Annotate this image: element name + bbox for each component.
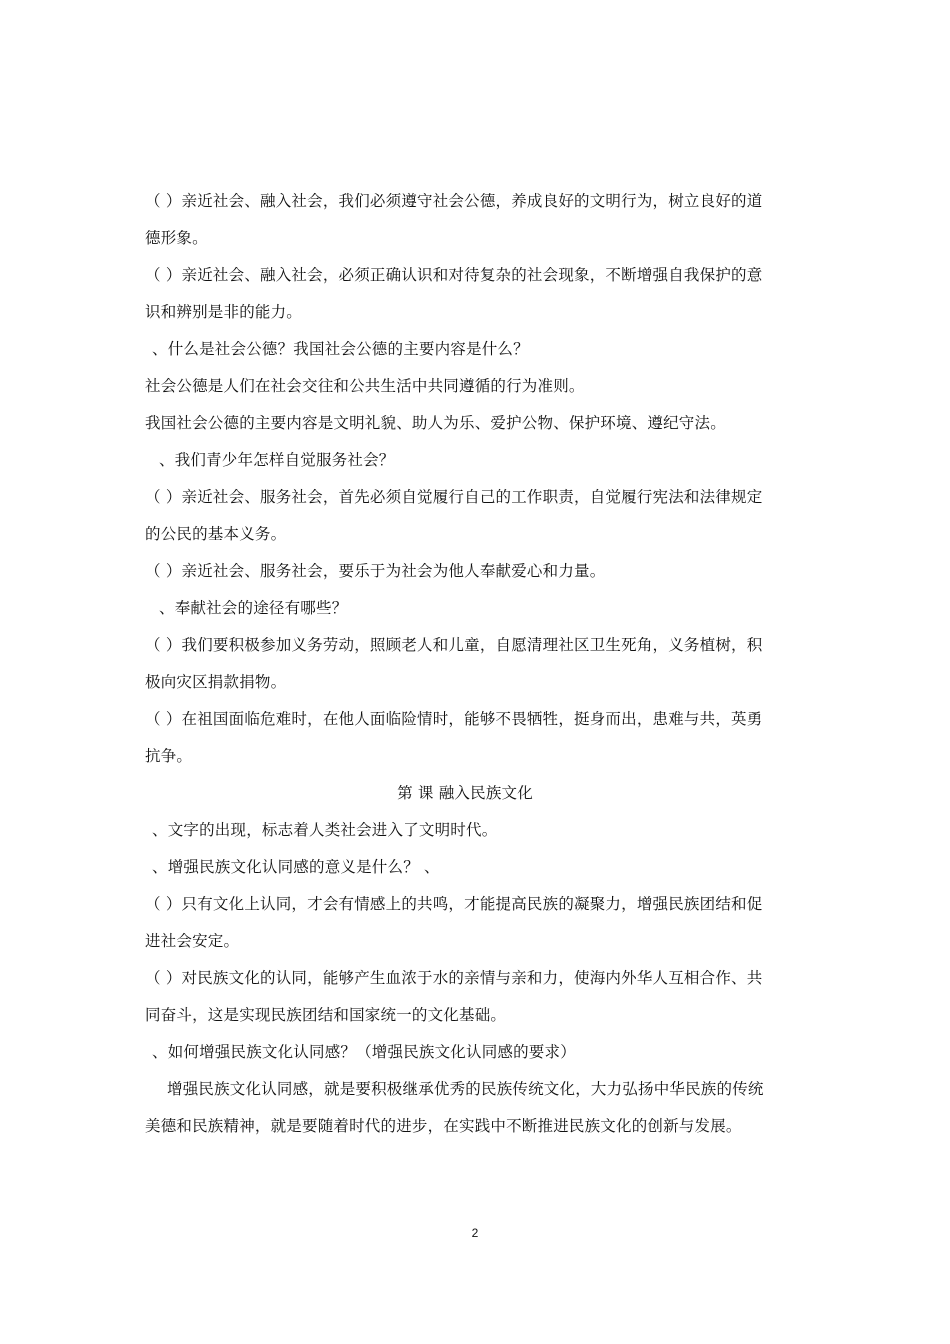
question-heading: 、文字的出现，标志着人类社会进入了文明时代。	[152, 821, 498, 839]
paragraph-line: （ ）亲近社会、服务社会，要乐于为社会为他人奉献爱心和力量。	[145, 562, 606, 580]
paragraph-line: （ ）亲近社会、融入社会，必须正确认识和对待复杂的社会现象，不断增强自我保护的意	[145, 266, 763, 284]
question-heading: 、增强民族文化认同感的意义是什么？ 、	[152, 858, 440, 876]
paragraph-line: （ ）对民族文化的认同，能够产生血浓于水的亲情与亲和力，使海内外华人互相合作、共	[145, 969, 763, 987]
paragraph-line: （ ）亲近社会、融入社会，我们必须遵守社会公德，养成良好的文明行为，树立良好的道	[145, 192, 763, 210]
page-number: 2	[471, 1226, 479, 1240]
paragraph-line: 同奋斗，这是实现民族团结和国家统一的文化基础。	[145, 1006, 507, 1024]
document-body	[145, 183, 805, 1145]
paragraph-line: 的公民的基本义务。	[145, 525, 287, 543]
paragraph-line: 抗争。	[145, 747, 193, 765]
paragraph-line: （ ）我们要积极参加义务劳动，照顾老人和儿童，自愿清理社区卫生死角，义务植树，积	[145, 636, 763, 654]
question-heading: 、什么是社会公德？我国社会公德的主要内容是什么？	[152, 340, 529, 358]
paragraph-line: 增强民族文化认同感，就是要积极继承优秀的民族传统文化，大力弘扬中华民族的传统	[167, 1080, 764, 1098]
paragraph-line: 社会公德是人们在社会交往和公共生活中共同遵循的行为准则。	[145, 377, 585, 395]
paragraph-line: （ ）亲近社会、服务社会，首先必须自觉履行自己的工作职责，自觉履行宪法和法律规定	[145, 488, 763, 506]
paragraph-line: 极向灾区捐款捐物。	[145, 673, 287, 691]
paragraph-line: （ ）只有文化上认同，才会有情感上的共鸣，才能提高民族的凝聚力，增强民族团结和促	[145, 895, 763, 913]
lesson-title: 第 课 融入民族文化	[397, 784, 533, 802]
question-heading: 、如何增强民族文化认同感？（增强民族文化认同感的要求）	[152, 1043, 576, 1061]
paragraph-line: 识和辨别是非的能力。	[145, 303, 303, 321]
paragraph-line: 我国社会公德的主要内容是文明礼貌、助人为乐、爱护公物、保护环境、遵纪守法。	[145, 414, 726, 432]
paragraph-line: 美德和民族精神，就是要随着时代的进步，在实践中不断推进民族文化的创新与发展。	[145, 1117, 742, 1135]
paragraph-line: 进社会安定。	[145, 932, 240, 950]
paragraph-line: （ ）在祖国面临危难时，在他人面临险情时，能够不畏牺牲，挺身而出，患难与共，英勇	[145, 710, 763, 728]
question-heading: 、奉献社会的途径有哪些？	[159, 599, 348, 617]
question-heading: 、我们青少年怎样自觉服务社会？	[159, 451, 395, 469]
paragraph-line: 德形象。	[145, 229, 208, 247]
